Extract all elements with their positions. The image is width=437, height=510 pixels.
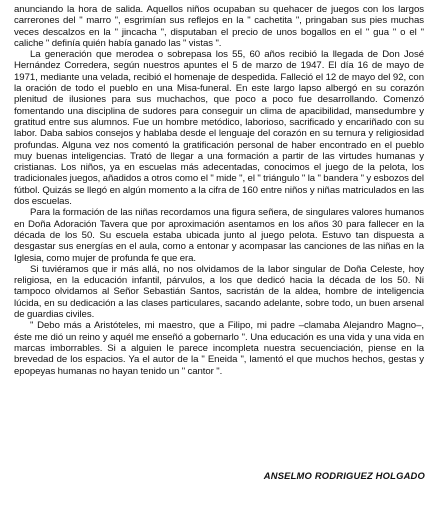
paragraph-1: anunciando la hora de salida. Aquellos niños ocupaban su quehacer de juegos con los largos carrerones del " marro ", esgrimían sus reflejos en la " cachetita ", pringaban sus pies muchas veces descalzos en la " jincacha ", disputaban el precio de unos bogallos en el " gua " o el " caliche " definía quién había ganado las " vistas ". [14,4,424,49]
article-body [14,4,424,377]
paragraph-3: Para la formación de las niñas recordamos una figura señera, de singulares valores humanos en Doña Adoración Tavera que por aproximación asentamos en los años 30 para fallecer en la década de los 50. Su escuela estaba ubicada junto al juego pelota. Estuvo tan dispuesta a desgastar sus energías en el aula, como a entonar y acompasar las canciones de las niñas en la Iglesia, como mujer de profunda fe que era. [14,207,424,264]
author-signature: ANSELMO RODRIGUEZ HOLGADO [263,470,425,481]
paragraph-4: Si tuviéramos que ir más allá, no nos olvidamos de la labor singular de Doña Celeste, hoy religiosa, en la educación infantil, párvulos, a los que dedicó hacia la década de los 50. Ni tampoco olvidamos al Señor Sebastián Santos, sacristán de la aldea, hombre de inteligencia lúcida, en su dedicación a las clases particulares, sacando adelante, sobre todo, un buen arsenal de guardias civiles. [14,263,424,321]
paragraph-2: La generación que merodea o sobrepasa los 55, 60 años recibió la llegada de Don José Hernández Corredera, según nuestros apuntes el 5 de marzo de 1947. El día 16 de mayo de 1971, mediante una velada, recibió el homenaje de despedida. Falleció el 12 de mayo del 92, con la oración de todo el pueblo en una Misa-funeral. En este largo lapso albergó en su corazón plenitud de ilusiones para sus muchachos, que poco a poco fue desarrollando. Comenzó fomentando una disciplina de sudores para conseguir un clima de apacibilidad, mansedumbre y gratitud entre sus alumnos. Fue un hombre metódico, laborioso, sacrificado y encariñado con su labor. Daba sabios consejos y hablaba desde el lenguaje del corazón en su ternura y religiosidad profundas. Alguna vez nos comentó la gratificación personal de haber encontrado en el pueblo muy buenas inteligencias. Trató de llegar a una formación a partir de las virtudes humanas y cristianas. Los niños, ya en escuelas más adecentadas, conocimos el juego de la pelota, los tradicionales juegos, añadidos a otros como el " mide ", el " triángulo " la " bandera " y esbozos del fútbol. Quizás se llegó en algún momento a la cifra de 160 entre niños y niñas matriculados en las dos escuelas. [14,49,424,208]
paragraph-5: " Debo más a Aristóteles, mi maestro, que a Filipo, mi padre –clamaba Alejandro Magno–, éste me dió un reino y aquél me enseñó a gobernarlo ". Una educación es una vida y una vida en marcas imborrables. Si a alguien le parece incompleta nuestra secuenciación, piense en la brevedad de los espacios. Ya el autor de la " Eneida ", lamentó el que muchos hechos, gestas y epopeyas humanas no hayan tenido un " cantor ". [14,320,424,377]
